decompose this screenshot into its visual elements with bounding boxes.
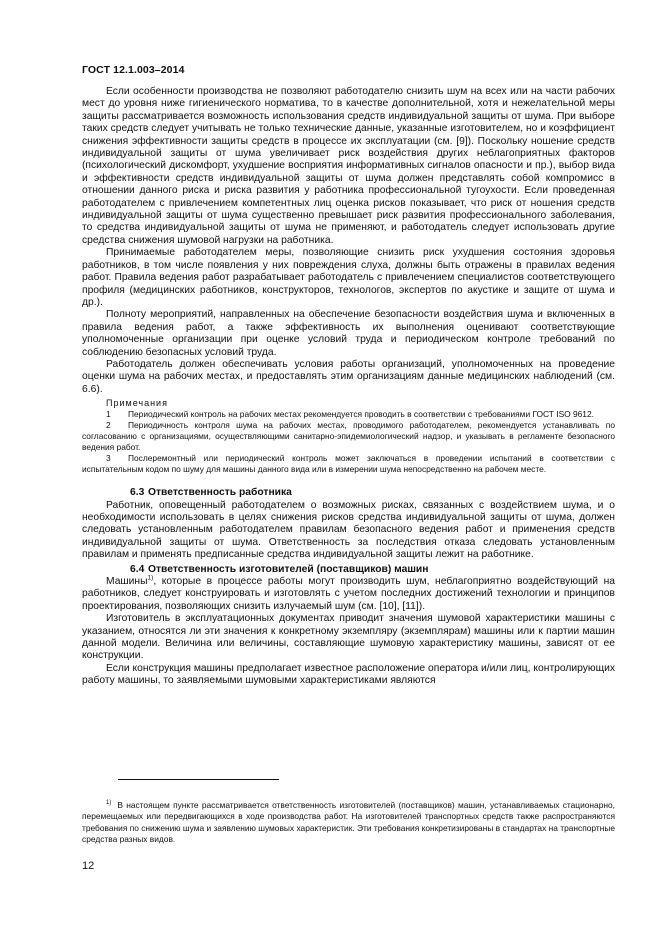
note-item xyxy=(82,420,615,453)
paragraph: Изготовитель в эксплуатационных документах приводит значения шумовой характеристики машины с указанием, относятся ли эти значения к конкретному экземпляру (экземплярам) машины или к партии машин данной модели. Величина или величины, составляющие шумовую характеристику машины, зависят от ее конструкции. xyxy=(82,613,615,662)
paragraph xyxy=(82,576,615,613)
paragraph: Работник, оповещенный работодателем о возможных рисках, связанных с воздействием шума, и о необходимости использовать в целях снижения рисков средства индивидуальной защиты от шума, должен следовать установленным работодателем правилам безопасного ведения работ и применения средств индивидуальной защиты от шума. Ответственность за последствия отказа следовать установленным правилам и применять предписанные средства индивидуальной защиты лежит на работнике. xyxy=(82,499,615,561)
document-header: ГОСТ 12.1.003–2014 xyxy=(82,64,185,76)
footnote-ref[interactable]: 1) xyxy=(147,574,154,582)
section-number: 6.3 xyxy=(130,487,145,499)
footnote-separator xyxy=(118,779,279,780)
note-number: 3 xyxy=(106,453,111,464)
section-title: Ответственность изготовителей (поставщиков) машин xyxy=(148,563,429,575)
note-number: 2 xyxy=(106,420,111,431)
section-heading-6-4 xyxy=(82,564,615,576)
section-heading-6-3 xyxy=(82,487,615,499)
footnote-text: В настоящем пункте рассматривается ответственность изготовителей (поставщиков) машин, устанавливаемых стационарно, перемещаемых или передвигающихся в ходе производства работ. На изготовителей транспортных средств также распространяются требования по снижению шума и заявлению шумовых характеристик. Эти требования конкретизированы в стандартах на транспортные средства разных видов. xyxy=(82,800,615,844)
paragraph: Работодатель должен обеспечивать условия работы организаций, уполномоченных на проведение оценки шума на рабочих местах, и предоставлять этим организациям данные медицинских наблюдений (см. 6.6). xyxy=(82,358,615,395)
footnote-mark: 1) xyxy=(106,800,112,807)
paragraph: Принимаемые работодателем меры, позволяющие снизить риск ухудшения состояния здоровья работников, в том числе появления у них повреждения слуха, должны быть отражены в правилах ведения работ. Правила ведения работ разрабатывает работодатель с привлечением специалистов соответствующего профиля (медицинских работников, конструкторов, технологов, экспертов по акустике и защите от шума и др.). xyxy=(82,247,615,308)
machines-word: Машины xyxy=(106,576,148,587)
main-text xyxy=(82,86,615,688)
page-number: 12 xyxy=(82,860,95,872)
note-item xyxy=(82,409,615,420)
note-item xyxy=(82,453,615,475)
paragraph: Если особенности производства не позволяют работодателю снизить шум на всех или на части рабочих мест до уровня ниже гигиенического норматива, то в качестве дополнительной, хотя и нежелательной меры защиты рассматривается возможность использования средств индивидуальной защиты от шума. При выборе таких средств следует учитывать не только технические данные, указанные изготовителем, но и коэффициент снижения эффективности защиты средств в процессе их эксплуатации (см. [9]). Поскольку ношение средств индивидуальной защиты от шума увеличивает риск воздействия других неблагоприятных факторов (психологический дискомфорт, ухудшение восприятия информативных сигналов опасности и пр.), выбор вида и эффективности средств индивидуальной защиты от шума должен представлять собой компромисс в отношении данного риска и риска развития у работника профессиональной тугоухости. Если проведенная работодателем с привлечением компетентных лиц оценка рисков показывает, что риск от ношения средств индивидуальной защиты от шума существенно превышает риск развития профессионального заболевания, то средства индивидуальной защиты от шума не применяют, и работодатель следует использовать другие средства снижения шумовой нагрузки на работника. xyxy=(82,86,615,246)
section-title: Ответственность работника xyxy=(148,487,292,499)
paragraph-rest: , которые в процессе работы могут производить шум, неблагоприятно воздействующий на работников, следует конструировать и изготовлять с учетом последних достижений технологии и принципов проектирования, позволяющих снизить излучаемый шум (см. [10], [11]). xyxy=(82,576,615,612)
paragraph: Полноту мероприятий, направленных на обеспечение безопасности воздействия шума и включенных в правила ведения работ, а также эффективность их выполнения оценивают соответствующие уполномоченные организации при оценке условий труда и периодическом контроле требований по соблюдению безопасных условий труда. xyxy=(82,309,615,358)
section-number: 6.4 xyxy=(130,563,145,575)
note-text: Периодичность контроля шума на рабочих местах, проводимого работодателем, рекомендуется устанавливать по согласованию с организациями, осуществляющими санитарно-эпидемиологический надзор, и указывать в регламенте безопасного ведения работ. xyxy=(82,420,615,453)
note-number: 1 xyxy=(106,409,111,420)
paragraph: Если конструкция машины предполагает известное расположение оператора и/или лиц, контролирующих работу машины, то заявляемыми шумовыми характеристиками являются xyxy=(82,662,615,687)
footnote xyxy=(82,800,615,845)
note-text: Периодический контроль на рабочих местах рекомендуется проводить в соответствии с требованиями ГОСТ ISO 9612. xyxy=(128,409,594,420)
notes-title: Примечания xyxy=(106,398,168,409)
note-text: Послеремонтный или периодический контроль может заключаться в проведении испытаний в соответствии с испытательным кодом по шуму для машины данного вида или в измерении шума непосредственно на рабочем месте. xyxy=(82,453,615,475)
